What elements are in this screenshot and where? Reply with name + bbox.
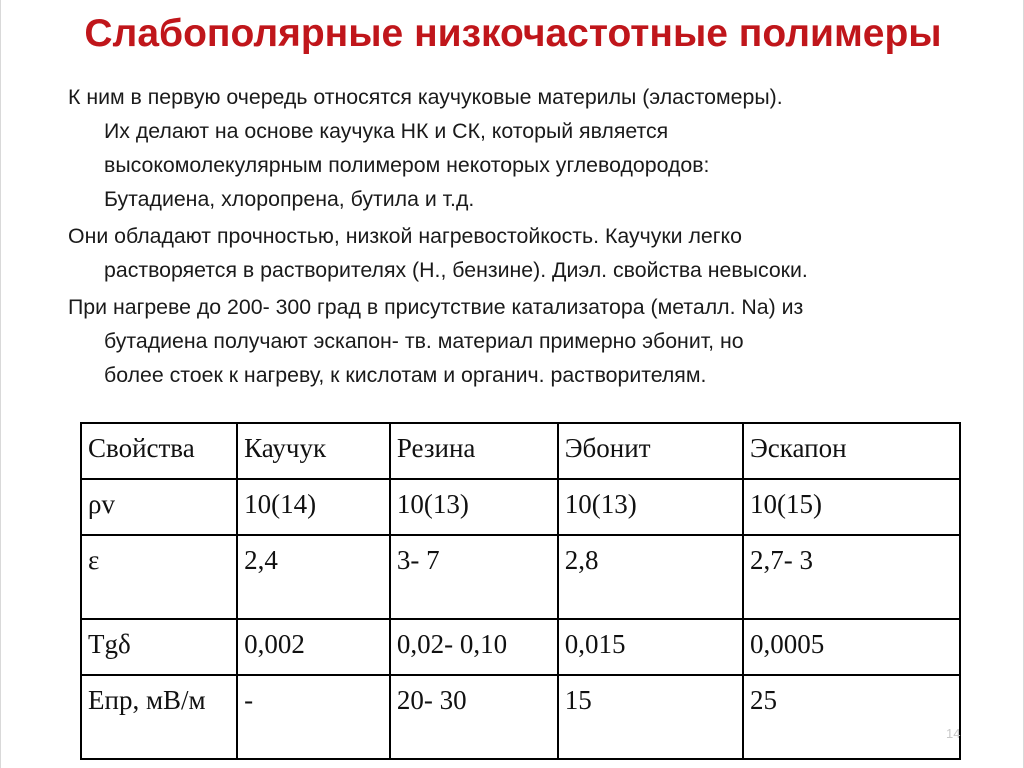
- paragraph-line: растворяется в растворителях (Н., бензине). Диэл. свойства невысоки.: [104, 258, 808, 282]
- table-cell: 10(13): [390, 479, 558, 535]
- paragraph: [68, 219, 968, 287]
- paragraph-line: Бутадиена, хлоропрена, бутила и т.д.: [104, 187, 475, 211]
- table-header-cell: Резина: [390, 423, 558, 479]
- table-cell: 0,0005: [743, 619, 960, 675]
- table-row: [81, 535, 960, 619]
- properties-table: [80, 422, 961, 760]
- table-cell: 15: [558, 675, 743, 759]
- paragraph-line: К ним в первую очередь относятся каучуковые материлы (эластомеры).: [68, 85, 783, 109]
- table-header-cell: Эбонит: [558, 423, 743, 479]
- table-cell: 10(14): [237, 479, 390, 535]
- table-cell: Епр, мВ/м: [81, 675, 237, 759]
- table-cell: 3- 7: [390, 535, 558, 619]
- slide-title: Слабополярные низкочастотные полимеры: [84, 12, 942, 55]
- table-cell: 20- 30: [390, 675, 558, 759]
- table-cell: 2,4: [237, 535, 390, 619]
- table-cell: -: [237, 675, 390, 759]
- table-cell: 10(15): [743, 479, 960, 535]
- paragraph-line: бутадиена получают эскапон- тв. материал примерно эбонит, но: [104, 329, 744, 353]
- table-cell: 0,015: [558, 619, 743, 675]
- paragraph: [68, 290, 968, 392]
- table-cell: 2,8: [558, 535, 743, 619]
- table-cell: 25: [743, 675, 960, 759]
- table-cell: 0,02- 0,10: [390, 619, 558, 675]
- page-number: 14: [946, 726, 961, 741]
- paragraph-line: Их делают на основе каучука НК и СК, который является: [104, 119, 669, 143]
- slide-body: [68, 80, 968, 395]
- table-cell: 10(13): [558, 479, 743, 535]
- table-cell: 2,7- 3: [743, 535, 960, 619]
- table-row: [81, 619, 960, 675]
- paragraph: [68, 80, 968, 216]
- paragraph-line: высокомолекулярным полимером некоторых углеводородов:: [104, 153, 710, 177]
- table-cell: 0,002: [237, 619, 390, 675]
- paragraph-line: При нагреве до 200- 300 град в присутствие катализатора (металл. Na) из: [68, 295, 804, 319]
- table-header-row: [81, 423, 960, 479]
- paragraph-line: Они обладают прочностью, низкой нагревостойкость. Каучуки легко: [68, 224, 742, 248]
- table-cell: ε: [81, 535, 237, 619]
- table-row: [81, 675, 960, 759]
- table-header-cell: Свойства: [81, 423, 237, 479]
- table-cell: ρv: [81, 479, 237, 535]
- table-header-cell: Эскапон: [743, 423, 960, 479]
- table-header-cell: Каучук: [237, 423, 390, 479]
- table-row: [81, 479, 960, 535]
- table-cell: Tgδ: [81, 619, 237, 675]
- paragraph-line: более стоек к нагреву, к кислотам и органич. растворителям.: [104, 363, 707, 387]
